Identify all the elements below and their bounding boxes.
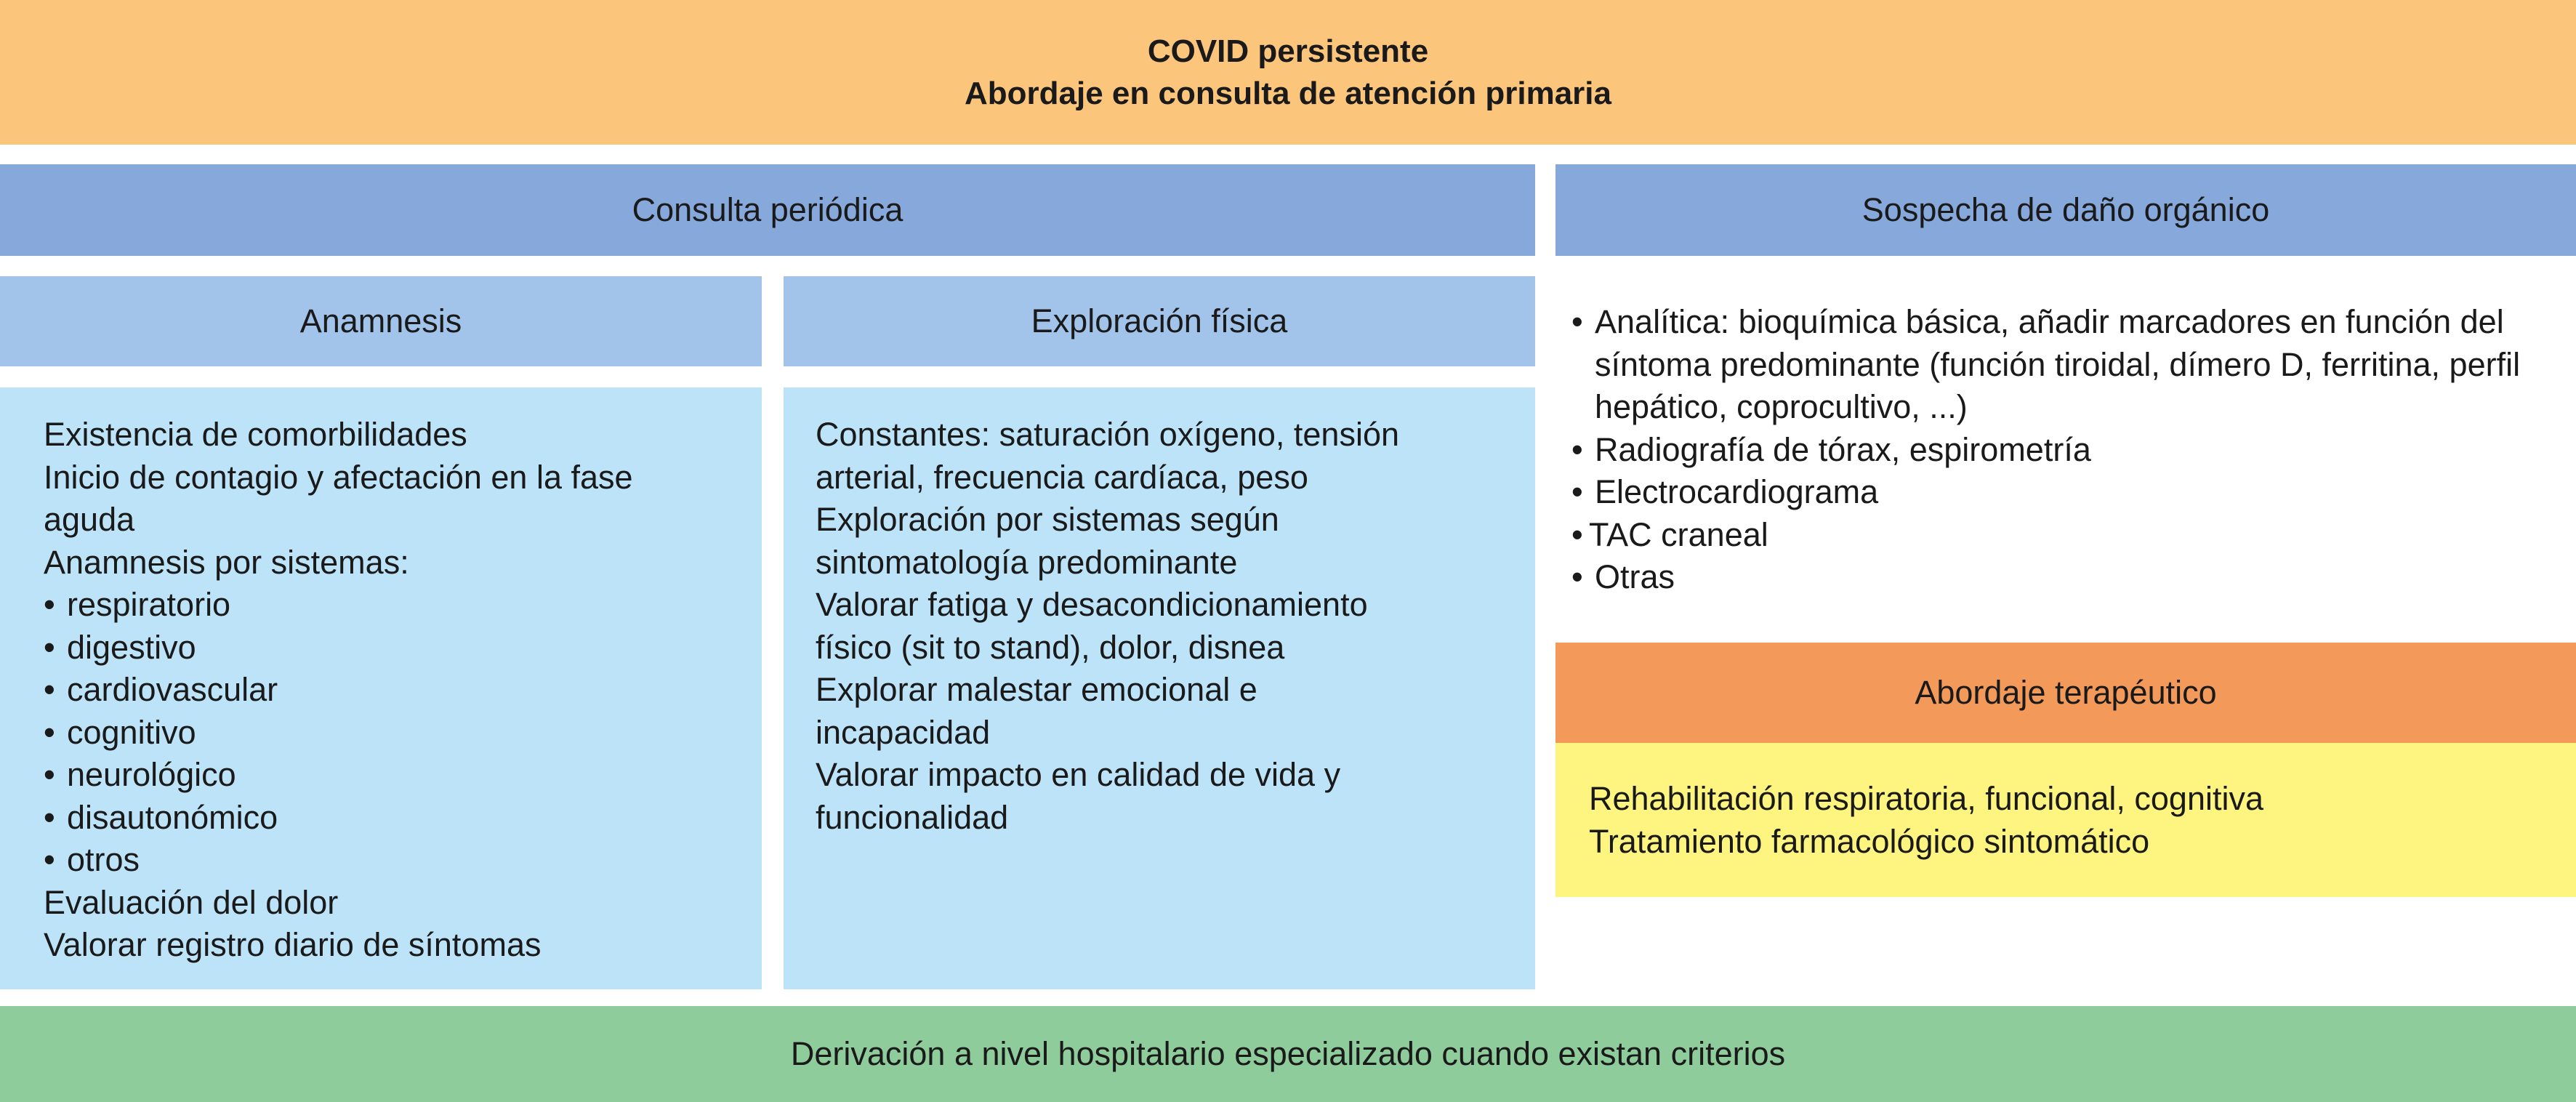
system-bullet-item xyxy=(44,839,762,882)
sospecha-bullet-text: TAC craneal xyxy=(1589,515,1768,553)
sospecha-bullet-item xyxy=(1571,556,2547,599)
exploracion-line: Constantes: saturación oxígeno, tensión xyxy=(816,416,1400,453)
sospecha-bullet-text: Otras xyxy=(1595,558,1675,595)
anamnesis-line: aguda xyxy=(44,501,135,538)
bullet-icon: • xyxy=(44,586,55,623)
bullet-icon: • xyxy=(1571,430,1583,468)
consulta-periodica-header xyxy=(0,164,1535,256)
anamnesis-content xyxy=(0,387,762,989)
sospecha-bullet-text: Radiografía de tórax, espirometría xyxy=(1595,430,2091,468)
system-bullet-item xyxy=(44,712,762,755)
derivacion-text: Derivación a nivel hospitalario especializado cuando existan criterios xyxy=(790,1035,1786,1072)
sospecha-bullet-item xyxy=(1571,514,2547,557)
sospecha-dano-header xyxy=(1555,164,2576,256)
system-bullet-text: cardiovascular xyxy=(67,671,278,708)
abordaje-terapeutico-header xyxy=(1555,643,2576,743)
system-bullet-text: neurológico xyxy=(67,756,236,793)
system-bullet-text: disautonómico xyxy=(67,798,278,836)
terapeutico-line: Rehabilitación respiratoria, funcional, cognitiva xyxy=(1589,780,2264,817)
bullet-icon: • xyxy=(44,798,55,836)
sospecha-bullet-item xyxy=(1571,429,2547,472)
exploracion-line: Explorar malestar emocional e xyxy=(816,671,1257,708)
exploracion-line: incapacidad xyxy=(816,713,991,751)
system-bullet-item xyxy=(44,627,762,669)
bullet-icon: • xyxy=(44,841,55,878)
system-bullet-item xyxy=(44,754,762,797)
abordaje-terapeutico-content xyxy=(1555,743,2576,897)
consulta-periodica-label: Consulta periódica xyxy=(632,191,903,228)
sospecha-bullet-text: Electrocardiograma xyxy=(1595,473,1879,510)
title-banner xyxy=(0,0,2576,145)
exploracion-line: físico (sit to stand), dolor, disnea xyxy=(816,628,1285,666)
system-bullet-text: otros xyxy=(67,841,140,878)
system-bullet-text: respiratorio xyxy=(67,586,231,623)
exploracion-header xyxy=(784,276,1535,366)
sospecha-bullet-item xyxy=(1571,301,2547,429)
exploracion-line: Exploración por sistemas según xyxy=(816,501,1279,538)
bullet-icon: • xyxy=(1571,515,1583,553)
exploracion-label: Exploración física xyxy=(1031,302,1288,339)
bullet-icon: • xyxy=(44,756,55,793)
bullet-icon: • xyxy=(1571,558,1583,595)
exploracion-line: funcionalidad xyxy=(816,798,1009,836)
system-bullet-text: cognitivo xyxy=(67,713,196,751)
bullet-icon: • xyxy=(44,671,55,708)
exploracion-line: sintomatología predominante xyxy=(816,543,1238,581)
anamnesis-line: Inicio de contagio y afectación en la fase xyxy=(44,458,633,496)
bullet-icon: • xyxy=(1571,473,1583,510)
diagram-subtitle: Abordaje en consulta de atención primaria xyxy=(965,75,1611,111)
diagram-title: COVID persistente xyxy=(1147,33,1429,69)
anamnesis-line: Evaluación del dolor xyxy=(44,883,339,921)
anamnesis-header xyxy=(0,276,762,366)
anamnesis-line: Valorar registro diario de síntomas xyxy=(44,926,542,963)
exploracion-line: arterial, frecuencia cardíaca, peso xyxy=(816,458,1308,496)
abordaje-terapeutico-label: Abordaje terapéutico xyxy=(1915,674,2217,711)
sospecha-dano-label: Sospecha de daño orgánico xyxy=(1861,191,2270,228)
bullet-icon: • xyxy=(44,713,55,751)
bullet-icon: • xyxy=(44,628,55,666)
sospecha-content xyxy=(1555,297,2576,595)
anamnesis-line: Anamnesis por sistemas: xyxy=(44,543,409,581)
system-bullet-text: digestivo xyxy=(67,628,196,666)
system-bullet-item xyxy=(44,669,762,712)
exploracion-line: Valorar fatiga y desacondicionamiento xyxy=(816,586,1368,623)
anamnesis-line: Existencia de comorbilidades xyxy=(44,416,467,453)
terapeutico-line: Tratamiento farmacológico sintomático xyxy=(1589,822,2150,860)
derivacion-banner xyxy=(0,1006,2576,1102)
bullet-icon: • xyxy=(1571,303,1583,340)
exploracion-content xyxy=(784,387,1535,989)
system-bullet-item xyxy=(44,584,762,627)
sospecha-bullet-item xyxy=(1571,471,2547,514)
anamnesis-label: Anamnesis xyxy=(299,302,462,339)
system-bullet-item xyxy=(44,797,762,840)
sospecha-bullet-text: Analítica: bioquímica básica, añadir marcadores en función del síntoma predominante (función tiroidal, dímero D, ferritina, perfil hepático, coprocultivo, ...) xyxy=(1595,303,2521,425)
exploracion-line: Valorar impacto en calidad de vida y xyxy=(816,756,1341,793)
